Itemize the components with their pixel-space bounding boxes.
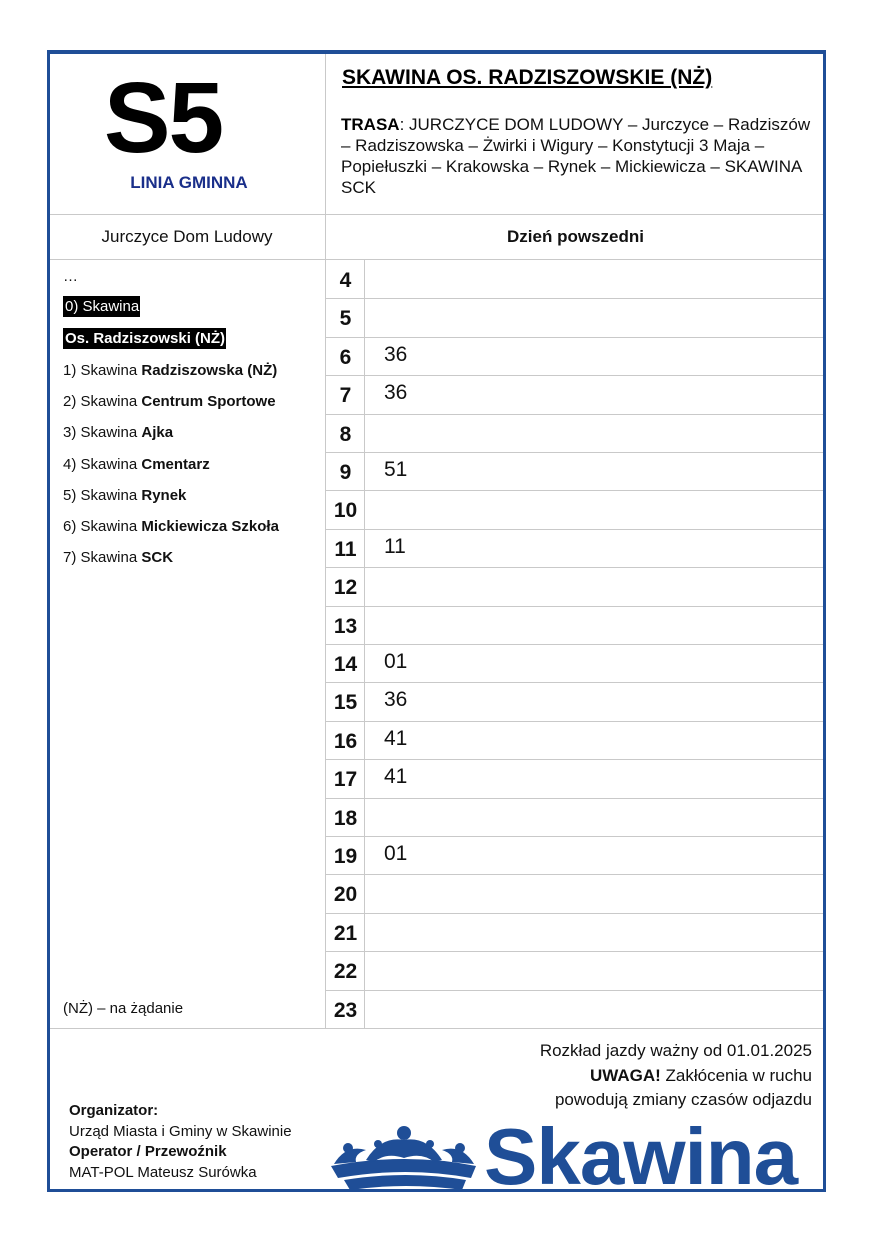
stop-item [63,549,173,566]
hour-cell: 4 [339,269,352,292]
current-stop-line1: 0) Skawina [65,298,140,315]
row-divider [326,759,823,760]
row-divider [326,337,823,338]
stop-name-bold: Ajka [141,424,174,442]
row-divider [326,375,823,376]
hour-cell: 12 [333,576,358,600]
stop-name-bold: SCK [141,549,174,567]
hour-cell: 13 [333,614,358,638]
row-divider [326,721,823,722]
hour-cell: 10 [333,499,358,523]
hour-cell: 14 [333,653,358,676]
header-bottom-line [50,214,823,215]
row-divider [326,606,823,607]
stop-name-bold: Cmentarz [141,455,210,473]
hour-cell: 8 [339,422,352,446]
hour-cell: 23 [333,998,358,1022]
minutes-cell: 36 [384,688,408,712]
stop-item [63,424,173,441]
hour-cell: 6 [339,345,352,369]
day-type-label: Dzień powszedni [507,227,644,246]
minutes-cell: 41 [384,726,408,750]
stop-item [63,518,279,535]
stop-item [63,487,186,504]
row-divider [326,529,823,530]
valid-from-text: Rozkład jazdy ważny od 01.01.2025 [539,1041,812,1060]
stops-ellipsis: … [63,268,78,285]
stop-item [63,456,210,473]
minutes-cell: 01 [384,842,408,865]
footer-notice [540,1039,812,1113]
row-divider [326,798,823,799]
header-divider [325,54,326,1029]
line-number: S5 [103,62,223,174]
operator-name: MAT-POL Mateusz Surówka [69,1163,257,1181]
legend-note: (NŻ) – na żądanie [63,1000,184,1017]
warning-line2: powodują zmiany czasów odjazdu [554,1090,812,1109]
hour-cell: 15 [333,691,358,715]
table-bottom-line [50,1028,823,1029]
minutes-cell: 41 [384,765,408,789]
route-description [341,114,819,198]
destination-title: SKAWINA OS. RADZISZOWSKIE (NŻ) [342,66,713,89]
stop-name-bold: Centrum Sportowe [141,393,276,411]
minutes-cell: 11 [384,534,406,558]
minutes-cell: 51 [384,458,408,481]
stop-item [63,362,277,379]
stop-name-bold: Radziszowska (NŻ) [141,362,278,379]
hour-cell: 9 [339,461,352,484]
organizer-label: Organizator: [69,1102,159,1119]
skawina-logo-text: Skawina [484,1112,798,1201]
current-stop-line2: Os. Radziszowski (NŻ) [65,330,226,347]
hour-cell: 18 [333,806,358,830]
row-divider [326,990,823,991]
stop-prefix: 4) Skawina [63,455,142,473]
timetable-frame [47,50,826,1192]
hour-cell: 16 [333,729,358,753]
hour-cell: 19 [333,845,358,868]
row-divider [326,874,823,875]
hour-cell: 20 [333,883,358,907]
stop-prefix: 1) Skawina [63,362,142,379]
warning-line1 [540,1064,812,1089]
hour-cell: 11 [334,537,357,561]
warning-label: UWAGA! [589,1065,661,1085]
row-divider [326,298,823,299]
minutes-cell: 36 [384,342,408,366]
stop-name-bold: Mickiewicza Szkoła [141,518,279,535]
route-text: : JURCZYCE DOM LUDOWY – Jurczyce – Radziszów – Radziszowska – Żwirki i Wigury – Konstytucji 3 Maja – Popiełuszki – Krakowska – Rynek – Mickiewicza – SKAWINA SCK [341,115,811,197]
row-divider [326,452,823,453]
row-divider [326,913,823,914]
hour-cell: 7 [339,384,352,408]
hour-cell: 5 [339,307,352,331]
stop-prefix: 6) Skawina [63,518,142,535]
stop-name-bold: Rynek [141,486,187,504]
row-divider [326,567,823,568]
minutes-cell: 01 [384,650,408,673]
row-divider [326,644,823,645]
row-divider [326,951,823,952]
stop-prefix: 7) Skawina [63,549,142,567]
stop-prefix: 2) Skawina [63,393,142,411]
row-divider [326,836,823,837]
operator-label: Operator / Przewoźnik [69,1143,227,1160]
organizer-info [69,1101,292,1183]
subheader-bottom-line [50,259,823,260]
row-divider [326,682,823,683]
organizer-name: Urząd Miasta i Gminy w Skawinie [69,1122,292,1140]
row-divider [326,490,823,491]
row-divider [326,414,823,415]
route-label: TRASA [341,115,400,134]
minutes-cell: 36 [384,381,408,405]
stop-prefix: 3) Skawina [63,424,142,442]
stop-item [63,393,276,410]
warning-text: Zakłócenia w ruchu [660,1065,812,1085]
stop-name: Jurczyce Dom Ludowy [101,227,273,246]
hour-cell: 21 [333,921,358,945]
stop-prefix: 5) Skawina [63,486,142,504]
hour-cell: 17 [333,768,358,792]
line-type-label: LINIA GMINNA [130,173,248,192]
hour-cell: 22 [333,960,358,984]
